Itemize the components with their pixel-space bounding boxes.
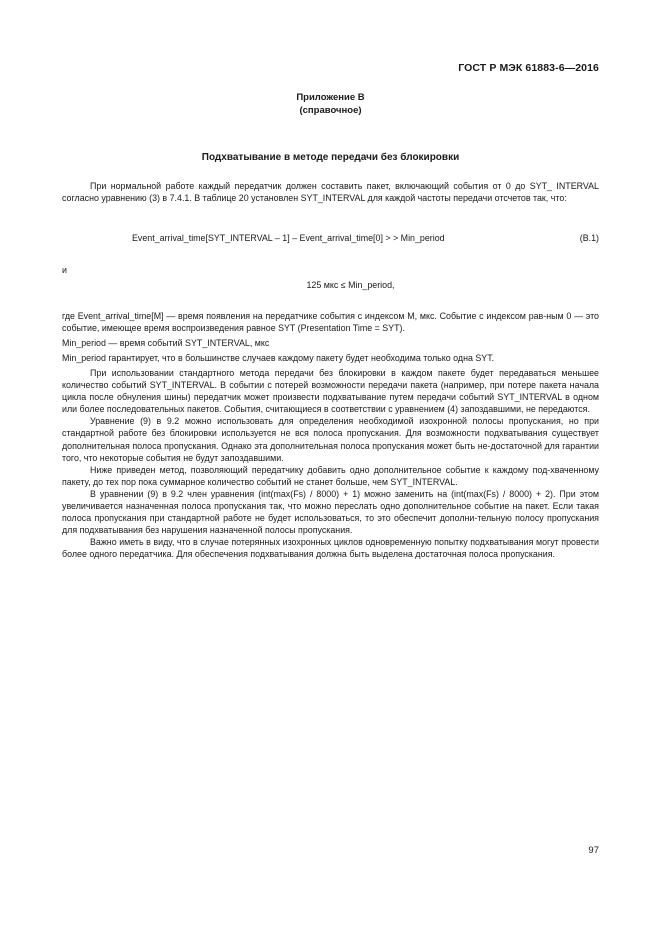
annex-subtitle: (справочное) xyxy=(299,104,362,116)
paragraph-equation-replace: В уравнении (9) в 9.2 член уравнения (int(max(Fs) / 8000) + 1) можно заменить на (int(max(Fs) / 8000) + 2). При этом увеличивается назначенная полоса пропускания так, что можно переслать одно дополнительное событие на пакет. Если такая полоса пропускания при стандартной работе не будет использоваться, то это обеспечит дополни-тельную полосу пропускания для подхватывания без нарушения назначенной полосы пропускания. xyxy=(62,488,599,536)
paragraph-method: Ниже приведен метод, позволяющий передатчику добавить одно дополнительное событие к каждому под-хваченному пакету, до тех пор пока суммарное количество событий не станет больше, чем SYT_INTERVAL. xyxy=(62,464,599,487)
paragraph-lost-cycles: Важно иметь в виду, что в случае потерянных изохронных циклов одновременную попытку подхватывания могут провести более одного передатчика. Для обеспечения подхватывания должна быть выделена достаточная полоса пропускания. xyxy=(62,537,599,560)
annex-title: Приложение В xyxy=(296,92,365,103)
intro-block xyxy=(62,180,599,204)
formula-inequality: 125 мкс ≤ Min_period, xyxy=(306,280,395,290)
document-code: ГОСТ Р МЭК 61883-6—2016 xyxy=(458,62,599,74)
paragraph-bandwidth: Уравнение (9) в 9.2 можно использовать для определения необходимой изохронной полосы пропускания, но при стандартной работе без блокировки используется не вся полоса пропускания. Для возможности подхватывания существует дополнительная полоса пропускания. Однако эта дополнительная полоса пропускания может быть не-достаточной для гарантии того, что некоторые события не будут запоздавшими. xyxy=(62,416,599,463)
conjunction: и xyxy=(62,265,67,275)
annex-heading xyxy=(0,92,661,117)
formula-b1-number: (B.1) xyxy=(579,233,599,243)
definition-event-arrival: где Event_arrival_time[M] — время появления на передатчике события с индексом M, мкс. Событие с индексом рав-ным 0 — это событие, имеющее время воспроизведения равное SYT (Presentation Time = SYT). xyxy=(62,311,599,334)
definition-min-period-guarantee: Min_period гарантирует, что в большинстве случаев каждому пакету будет необходима только одна SYT. xyxy=(62,353,495,364)
main-text-block xyxy=(62,367,599,561)
definitions-block xyxy=(62,310,599,364)
definition-min-period: Min_period — время событий SYT_INTERVAL, мкс xyxy=(62,338,270,349)
paragraph-non-blocking: При использовании стандартного метода передачи без блокировки в каждом пакете будет передаваться меньшее количество событий SYT_INTERVAL. В событии с потерей возможности передачи пакета (например, при потере пакета начала цикла после обнуления шины) передатчик может произвести подхватывание путем передачи событий SYT_INTERVAL в одном или более последовательных пакетов. События, считающиеся в соответствии с уравнением (4) запоздавшими, не передаются. xyxy=(62,368,599,415)
intro-paragraph: При нормальной работе каждый передатчик должен составить пакет, включающий события от 0 до SYT_ INTERVAL согласно уравнению (3) в 7.4.1. В таблице 20 установлен SYT_INTERVAL для каждой частоты передачи отсчетов так, что: xyxy=(62,181,599,204)
section-title: Подхватывание в методе передачи без блокировки xyxy=(201,152,460,163)
formula-b1-text: Event_arrival_time[SYT_INTERVAL – 1] – Event_arrival_time[0] > > Min_period xyxy=(132,233,445,243)
page-number: 97 xyxy=(588,845,599,856)
